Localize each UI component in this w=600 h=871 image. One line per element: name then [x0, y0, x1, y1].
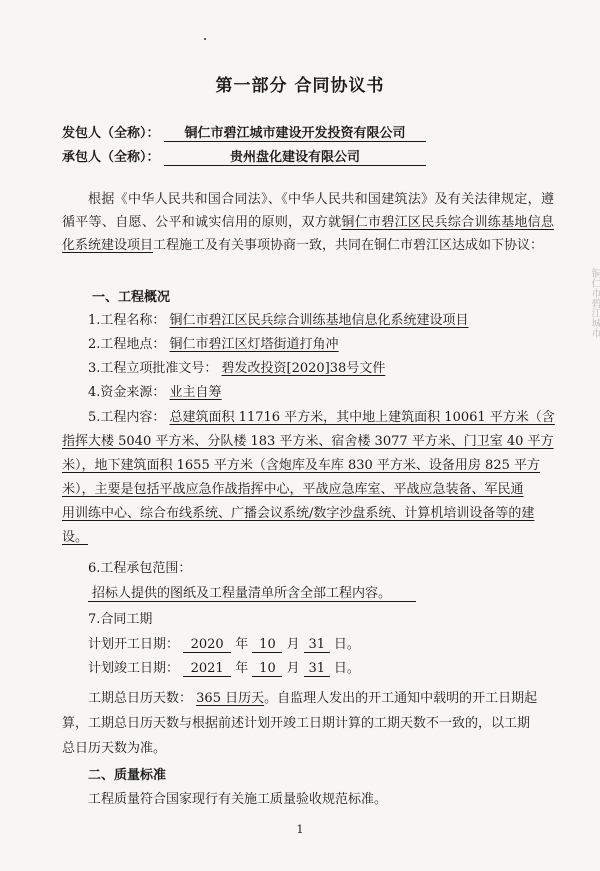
project-name-label: 1.工程名称：: [88, 313, 166, 328]
project-name-row: [88, 313, 469, 329]
page-title: 第一部分 合同协议书: [215, 76, 385, 96]
end-month-char: 月: [286, 661, 300, 676]
scope-value: 招标人提供的图纸及工程量清单所含全部工程内容。: [88, 586, 416, 602]
end-year-char: 年: [235, 661, 249, 676]
intro-part1: 根据《中华人民共和国合同法》、《中华人民共和国建筑法》及有关法律规定，遵循平等、自愿、公平和诚实信用的原则，双方就: [62, 192, 554, 230]
duration-value: 365 日历天: [196, 691, 265, 706]
start-month-char: 月: [286, 637, 300, 652]
section1-heading: 一、工程概况: [92, 290, 171, 305]
location-row: [88, 337, 339, 353]
start-day: 31: [304, 637, 330, 653]
content-line-6: 设。: [62, 530, 89, 545]
approval-value: 碧发改投资[2020]38号文件: [221, 361, 386, 376]
start-day-char: 日。: [333, 637, 360, 652]
start-date-label: 计划开工日期：: [88, 637, 180, 652]
funding-value: 业主自筹: [169, 385, 222, 400]
end-year: 2021: [183, 661, 231, 677]
project-name-value: 铜仁市碧江区民兵综合训练基地信息化系统建设项目: [169, 313, 469, 328]
duration-label: 工期总日历天数：: [88, 691, 193, 706]
intro-project-name: 铜仁市碧江区民兵综合训练基地信息化系统建设项目: [62, 215, 554, 253]
start-month: 10: [252, 637, 282, 653]
intro-paragraph: [62, 188, 554, 257]
content-line-4: 米），主要是包括平战应急作战指挥中心，平战应急库室、平战应急装备、军民通: [62, 482, 524, 497]
end-date-row: [88, 661, 360, 677]
duration-line-1: [88, 691, 537, 707]
end-date-label: 计划竣工日期：: [88, 661, 180, 676]
content-row: [88, 410, 555, 426]
duration-line-2: 算，工期总日历天数与根据前述计划开竣工日期计算的工期天数不一致的，以工期: [62, 716, 531, 731]
location-label: 2.工程地点：: [88, 337, 166, 352]
employer-value: 铜仁市碧江城市建设开发投资有限公司: [164, 126, 426, 142]
approval-row: [88, 361, 385, 377]
start-date-row: [88, 637, 360, 653]
page-number: 1: [296, 823, 304, 836]
start-year: 2020: [183, 637, 231, 653]
start-year-char: 年: [235, 637, 249, 652]
location-value: 铜仁市碧江区灯塔街道打角冲: [169, 337, 339, 352]
contractor-label: 承包人（全称）：: [62, 150, 160, 165]
employer-row: [62, 126, 426, 142]
duration-line-3: 总日历天数为准。: [62, 741, 167, 756]
content-line-1: 总建筑面积 11716 平方米，其中地上建筑面积 10061 平方米（含: [169, 410, 555, 425]
content-line-2: 指挥大楼 5040 平方米、分队楼 183 平方米、宿舍楼 3077 平方米、门卫室 40 平方: [62, 434, 554, 449]
quality-standard-text: 工程质量符合国家现行有关施工质量验收规范标准。: [88, 792, 388, 807]
contract-period-label: 7.合同工期: [88, 612, 153, 627]
content-label: 5.工程内容：: [88, 410, 166, 425]
scope-row: [88, 586, 416, 602]
approval-label: 3.工程立项批准文号：: [88, 361, 218, 376]
contractor-row: [62, 150, 426, 166]
end-month: 10: [252, 661, 282, 677]
section2-heading: 二、质量标准: [88, 768, 167, 783]
end-day: 31: [304, 661, 330, 677]
contractor-value: 贵州盘化建设有限公司: [164, 150, 426, 166]
duration-text-1: 。自监理人发出的开工通知中载明的开工日期起: [264, 691, 538, 706]
employer-label: 发包人（全称）：: [62, 126, 160, 141]
funding-label: 4.资金来源：: [88, 385, 166, 400]
end-day-char: 日。: [333, 661, 360, 676]
funding-row: [88, 385, 222, 401]
scope-label: 6.工程承包范围：: [88, 561, 192, 576]
seam-stamp: 铜仁市碧江城市: [589, 268, 600, 338]
scan-speck: [204, 38, 206, 40]
content-line-5: 用训练中心、综合布线系统、广播会议系统/数字沙盘系统、计算机培训设备等的建: [62, 506, 535, 521]
content-line-3: 米），地下建筑面积 1655 平方米（含炮库及车库 830 平方米、设备用房 825 平方: [62, 458, 541, 473]
intro-part2: 工程施工及有关事项协商一致，共同在铜仁市碧江区达成如下协议：: [153, 238, 544, 253]
